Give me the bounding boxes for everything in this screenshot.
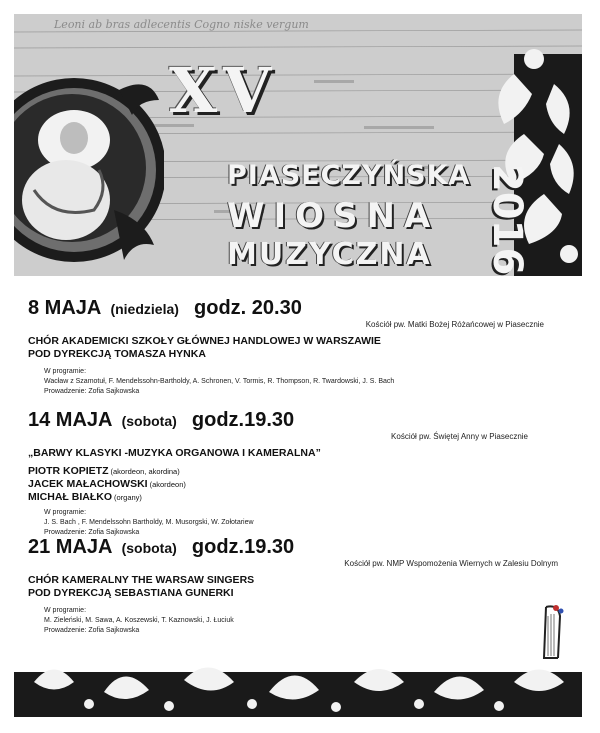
title-line-1: PIASECZYŃSKA xyxy=(227,160,471,191)
program-label: W programie: xyxy=(44,368,87,375)
concert-date-row xyxy=(28,297,568,320)
program-host: Prowadzenie: Zofia Sajkowska xyxy=(44,529,140,536)
concert-heading: POD DYREKCJĄ SEBASTIANA GUNERKI xyxy=(28,587,234,599)
concert-heading: POD DYREKCJĄ TOMASZA HYNKA xyxy=(28,348,206,360)
program-label: W programie: xyxy=(44,607,87,614)
concert-heading: „BARWY KLASYKI -MUZYKA ORGANOWA I KAMERALNA” xyxy=(28,447,321,459)
title-line-2: WIOSNA xyxy=(227,196,440,236)
cherub-ornament-icon xyxy=(14,70,164,275)
concert-day: (niedziela) xyxy=(110,301,179,317)
program-composers: Wacław z Szamotuł, F. Mendelssohn-Bartholdy, A. Schronen, V. Tormis, R. Thompson, R. Twardowski, J. S. Bach xyxy=(44,378,395,385)
concert-heading: CHÓR KAMERALNY THE WARSAW SINGERS xyxy=(28,574,255,586)
concert-venue: Kościół pw. NMP Wspomożenia Wiernych w Zalesiu Dolnym xyxy=(344,559,558,568)
program-host: Prowadzenie: Zofia Sajkowska xyxy=(44,627,140,634)
manuscript-script: Leoni ab bras adlecentis Cogno niske vergum xyxy=(54,18,309,31)
festival-year: 2016 xyxy=(484,164,530,276)
concert-2 xyxy=(28,409,568,538)
concert-date: 14 MAJA xyxy=(28,409,113,431)
program-composers: M. Zieleński, M. Sawa, A. Koszewski, T. Kaznowski, J. Łuciuk xyxy=(44,617,234,624)
concert-day: (sobota) xyxy=(121,413,177,429)
concert-program xyxy=(44,606,568,636)
concert-date-row xyxy=(28,536,568,559)
concert-day: (sobota) xyxy=(121,540,177,556)
performer-name: JACEK MAŁACHOWSKI xyxy=(28,478,148,490)
concert-time: godz.19.30 xyxy=(191,536,295,558)
concert-venue: Kościół pw. Matki Bożej Różańcowej w Piasecznie xyxy=(365,320,544,329)
concert-heading: CHÓR AKADEMICKI SZKOŁY GŁÓWNEJ HANDLOWEJ W WARSZAWIE xyxy=(28,335,381,347)
concert-time: godz.19.30 xyxy=(191,409,295,431)
program-host: Prowadzenie: Zofia Sajkowska xyxy=(44,388,140,395)
program-composers: J. S. Bach , F. Mendelssohn Bartholdy, M. Musorgski, W. Zołotariew xyxy=(44,519,254,526)
concert-1 xyxy=(28,297,568,397)
floral-border-icon xyxy=(14,652,582,717)
performer xyxy=(28,465,568,478)
concert-time: godz. 20.30 xyxy=(194,297,302,319)
concert-venue: Kościół pw. Świętej Anny w Piasecznie xyxy=(391,432,528,441)
performer xyxy=(28,478,568,491)
performer-role: (organy) xyxy=(114,493,142,502)
concert-date: 21 MAJA xyxy=(28,536,113,558)
performer-name: PIOTR KOPIETZ xyxy=(28,465,109,477)
title-line-3: MUZYCZNA xyxy=(227,237,432,272)
concert-program xyxy=(44,508,568,538)
edition-number: XV xyxy=(169,54,278,127)
concert-program xyxy=(44,367,568,397)
concert-poster xyxy=(14,14,582,717)
performer xyxy=(28,491,568,504)
performer-role: (akordeon) xyxy=(149,480,186,489)
concert-3 xyxy=(28,536,568,636)
performer-name: MICHAŁ BIAŁKO xyxy=(28,491,112,503)
concert-date: 8 MAJA xyxy=(28,297,102,319)
concert-date-row xyxy=(28,409,568,432)
poster-header xyxy=(14,14,582,276)
program-label: W programie: xyxy=(44,509,87,516)
performer-role: (akordeon, akordina) xyxy=(110,467,180,476)
